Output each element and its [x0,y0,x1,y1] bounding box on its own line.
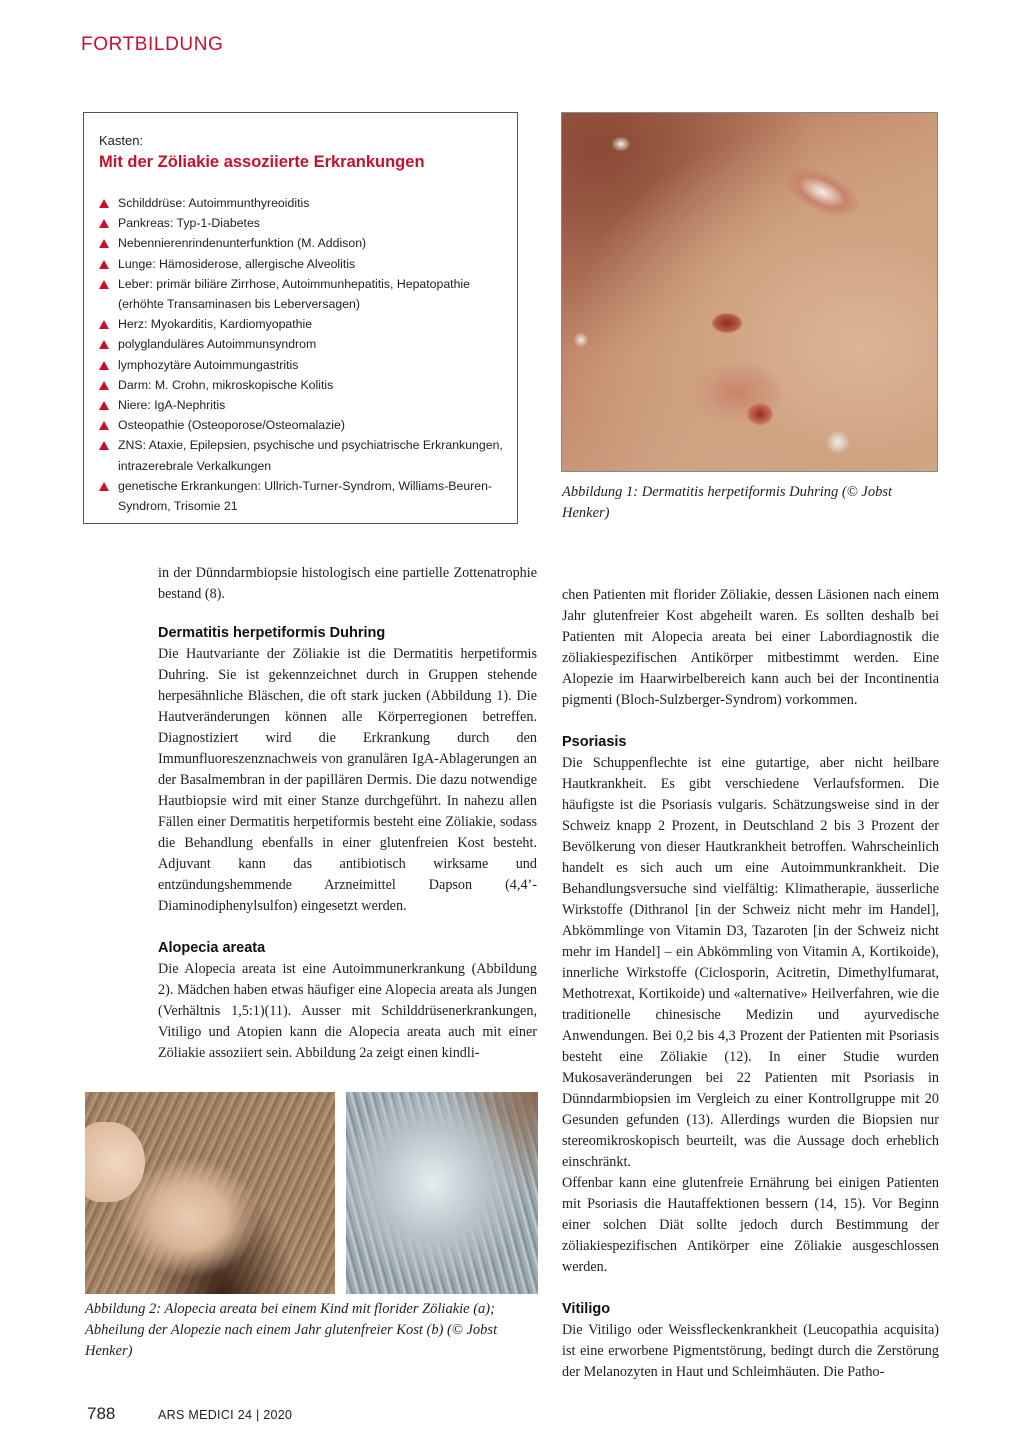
triangle-bullet-icon [99,340,109,349]
finger-shape [85,1122,145,1202]
info-box-title: Mit der Zöliakie assoziierte Erkrankungen [99,153,425,171]
figure-1-image [561,112,938,472]
journal-info: ARS MEDICI 24 | 2020 [158,1408,293,1422]
lesion-shape [712,313,742,333]
right-column [562,585,939,1383]
section-heading: Psoriasis [562,734,627,750]
triangle-bullet-icon [99,280,109,289]
list-item: lymphozytäre Autoimmungastritis [99,355,514,375]
paragraph: Die Schuppenflechte ist eine gutartige, aber nicht heilbare Hautkrankheit. Es gibt verschiedene Verlaufsformen. Die häufigste ist die Psoriasis vulgaris. Schätzungsweise sind in der Schweiz knapp 2 Prozent, in Deutschland 2 bis 3 Prozent der Bevölkerung von dieser Hautkrankheit betroffen. Wahrscheinlich handelt es sich auch um eine Autoimmunkrankheit. Die Behandlungsversuche sind vielfältig: Klimatherapie, äusserliche Wirkstoffe (Dithranol [in der Schweiz nicht mehr im Handel], Abkömmlinge von Vitamin D3, Tazaroten [in der Schweiz nicht mehr im Handel] – ein Abkömmling von Vitamin A, Kortikoide), innerliche Wirkstoffe (Ciclosporin, Acitretin, Dimethylfumarat, Methotrexat, Kortikoide) und «alternative» Heilverfahren, wie die traditionelle chinesische Medizin und ayurvedische Anwendungen. Bei 0,2 bis 4,3 Prozent der Patienten mit Psoriasis besteht eine Zöliakie (12). In einer Studie wurden Mukosaveränderungen bei 22 Patienten mit Psoriasis in Dünndarmbiopsien im Vergleich zu einer Kontrollgruppe mit 20 Gesunden gefunden (13). Allerdings wurden die Biopsien nur stereomikroskopisch beurteilt, was die Aussage doch erheblich einschränkt. [562,755,939,1170]
info-box-prefix: Kasten: [99,133,144,148]
list-item: genetische Erkrankungen: Ullrich-Turner-Syndrom, Williams-Beuren-Syndrom, Trisomie 21 [99,476,514,516]
lesion-shape [574,333,588,347]
section-heading: Vitiligo [562,1301,611,1317]
figure-2b-image [346,1092,538,1294]
list-item: Niere: IgA-Nephritis [99,395,514,415]
list-item: Leber: primär biliäre Zirrhose, Autoimmunhepatitis, Hepatopathie (erhöhte Transaminasen bis Leberversagen) [99,274,514,314]
section-heading: Dermatitis herpetiformis Duhring [158,625,386,641]
triangle-bullet-icon [99,199,109,208]
list-item: polyglanduläres Autoimmunsyndrom [99,334,514,354]
list-item: ZNS: Ataxie, Epilepsien, psychische und psychiatrische Erkrankungen, intrazerebrale Verkalkungen [99,435,514,475]
paragraph: chen Patienten mit florider Zöliakie, dessen Läsionen nach einem Jahr glutenfreier Kost abgeheilt waren. Es sollten deshalb bei Patienten mit Alopecia areata bei einer Labordiagnostik die zöliakiespezifischen Antikörper mitbestimmt werden. Eine Alopezie im Haarwirbelbereich kann auch bei der Incontinentia pigmenti (Bloch-Sulzberger-Syndrom) vorkommen. [562,587,939,708]
info-box-list [99,193,514,516]
list-item: Pankreas: Typ-1-Diabetes [99,213,514,233]
triangle-bullet-icon [99,320,109,329]
figure-2-caption: Abbildung 2: Alopecia areata bei einem Kind mit florider Zöliakie (a); Abheilung der Alopezie nach einem Jahr glutenfreier Kost (b) (© Jobst Henker) [85,1301,498,1359]
list-item: Lunge: Hämosiderose, allergische Alveolitis [99,254,514,274]
list-item: Darm: M. Crohn, mikroskopische Kolitis [99,375,514,395]
triangle-bullet-icon [99,239,109,248]
lesion-shape [747,403,773,425]
triangle-bullet-icon [99,260,109,269]
list-item: Schilddrüse: Autoimmunthyreoiditis [99,193,514,213]
lesion-shape [827,431,849,453]
list-item: Osteopathie (Osteoporose/Osteomalazie) [99,415,514,435]
triangle-bullet-icon [99,401,109,410]
paragraph: Die Alopecia areata ist eine Autoimmunerkrankung (Abbildung 2). Mädchen haben etwas häufiger eine Alopecia areata als Jungen (Verhältnis 1,5:1)(11). Ausser mit Schilddrüsenerkrankungen, Vitiligo und Atopien kann die Alopecia areata auch mit einer Zöliakie assoziiert sein. Abbildung 2a zeigt einen kindli- [158,961,537,1061]
paragraph: in der Dünndarmbiopsie histologisch eine partielle Zottenatrophie bestand (8). [158,565,537,602]
list-item: Herz: Myokarditis, Kardiomyopathie [99,314,514,334]
section-heading: Alopecia areata [158,940,266,956]
triangle-bullet-icon [99,219,109,228]
lesion-shape [778,158,867,226]
triangle-bullet-icon [99,441,109,450]
paragraph: Offenbar kann eine glutenfreie Ernährung bei einigen Patienten mit Psoriasis die Hautaffektionen bessern (14, 15). Vor Beginn einer solchen Diät sollte jedoch durch Bestimmung der zöliakiespezifischen Antikörper eine Zöliakie ausgeschlossen werden. [562,1175,939,1275]
triangle-bullet-icon [99,361,109,370]
page-number: 788 [87,1404,116,1423]
triangle-bullet-icon [99,482,109,491]
paragraph: Die Vitiligo oder Weissfleckenkrankheit (Leucopathia acquisita) ist eine erworbene Pigmentstörung, bedingt durch die Zerstörung der Melanozyten in Haut und Schleimhäuten. Die Patho- [562,1322,939,1380]
triangle-bullet-icon [99,381,109,390]
lesion-shape [612,137,630,151]
left-column [158,563,537,1064]
figure-2a-image [85,1092,335,1294]
list-item: Nebennierenrindenunterfunktion (M. Addison) [99,233,514,253]
info-box [83,112,518,524]
paragraph: Die Hautvariante der Zöliakie ist die Dermatitis herpetiformis Duhring. Sie ist gekennzeichnet durch in Gruppen stehende herpesähnliche Bläschen, die oft stark jucken (Abbildung 1). Die Hautveränderungen können alle Körperregionen betreffen. Diagnostiziert wird die Erkrankung durch den Immunfluoreszenznachweis von granulären IgA-Ablagerungen an der Basalmembran in der papillären Dermis. Die dazu notwendige Hautbiopsie wird mit einer Stanze durchgeführt. In nahezu allen Fällen einer Dermatitis herpetiformis besteht eine Zöliakie, sodass die Behandlung ebenfalls in einer glutenfreien Kost besteht. Adjuvant kann das antibiotisch wirksame und entzündungshemmende Arzneimittel Dapson (4,4’-Diaminodiphenylsulfon) eingesetzt werden. [158,646,537,914]
figure-1-caption: Abbildung 1: Dermatitis herpetiformis Duhring (© Jobst Henker) [562,484,893,521]
section-label: FORTBILDUNG [81,34,224,55]
triangle-bullet-icon [99,421,109,430]
